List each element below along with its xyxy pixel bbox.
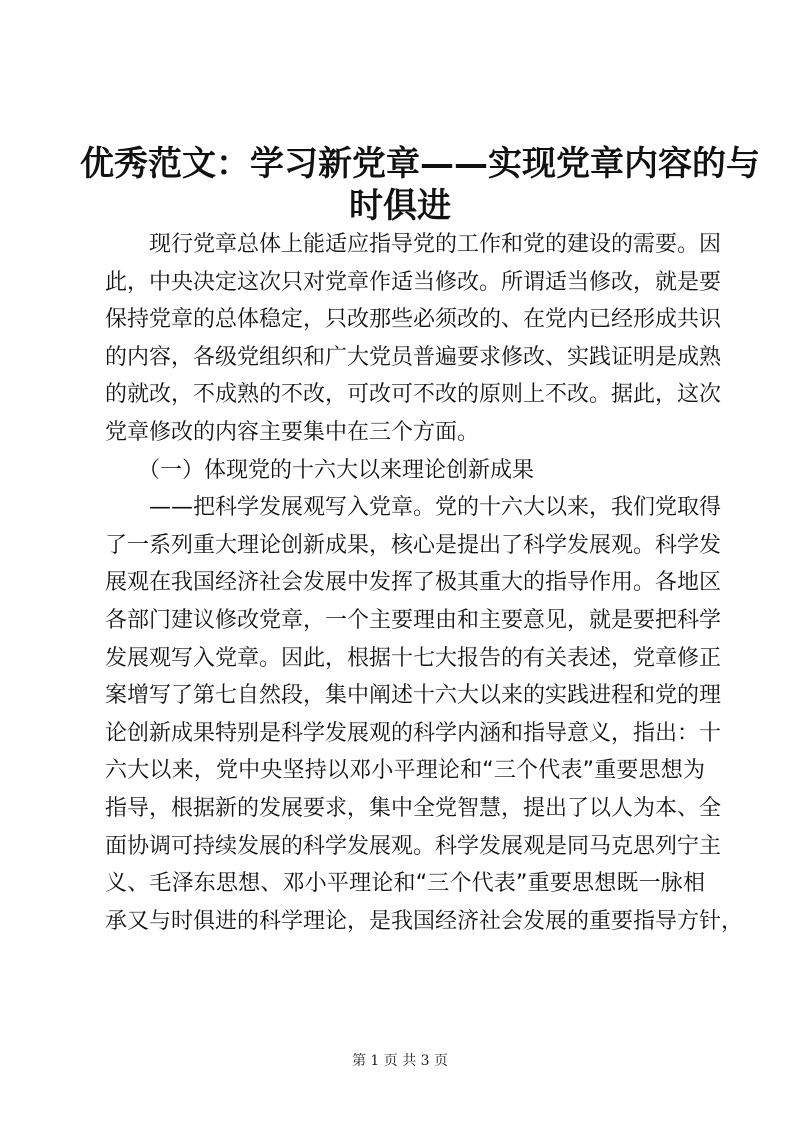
paragraph-2-line: 面协调可持续发展的科学发展观。科学发展观是同马克思列宁主 — [105, 833, 722, 859]
paragraph-1-line: 现行党章总体上能适应指导党的工作和党的建设的需要。因 — [105, 232, 722, 257]
document-title-line-2: 时俱进 — [349, 186, 451, 226]
paragraph-2-line: 案增写了第七自然段，集中阐述十六大以来的实践进程和党的理 — [105, 683, 722, 709]
paragraph-2-line: 各部门建议修改党章，一个主要理由和主要意见，就是要把科学 — [105, 607, 722, 633]
page-footer: 第 1 页 共 3 页 — [351, 1053, 449, 1069]
paragraph-2-line: 承又与时俱进的科学理论，是我国经济社会发展的重要指导方针， — [105, 908, 744, 934]
paragraph-2-line: 论创新成果特别是科学发展观的科学内涵和指导意义，指出：十 — [105, 720, 722, 746]
paragraph-2-line: 义、毛泽东思想、邓小平理论和“三个代表”重要思想既一脉相 — [105, 871, 705, 897]
section-heading: （一）体现党的十六大以来理论创新成果 — [105, 457, 535, 483]
paragraph-1-line: 党章修改的内容主要集中在三个方面。 — [105, 419, 480, 445]
paragraph-1-line: 的就改，不成熟的不改，可改可不改的原则上不改。据此，这次 — [105, 382, 722, 408]
document-body — [105, 226, 744, 940]
paragraph-2-line: 六大以来，党中央坚持以邓小平理论和“三个代表”重要思想为 — [105, 758, 706, 784]
paragraph-2-line: 指导，根据新的发展要求，集中全党智慧，提出了以人为本、全 — [105, 795, 722, 821]
paragraph-2-line: 展观在我国经济社会发展中发挥了极其重大的指导作用。各地区 — [105, 570, 722, 596]
paragraph-2-line: 发展观写入党章。因此，根据十七大报告的有关表述，党章修正 — [105, 645, 722, 671]
paragraph-2-line: 了一系列重大理论创新成果，核心是提出了科学发展观。科学发 — [105, 532, 722, 558]
document-title-line-1: 优秀范文：学习新党章——实现党章内容的与 — [80, 144, 760, 184]
paragraph-2-line: ——把科学发展观写入党章。党的十六大以来，我们党取得 — [105, 495, 722, 521]
paragraph-1-line: 保持党章的总体稳定，只改那些必须改的、在党内已经形成共识 — [105, 307, 722, 333]
paragraph-1-line: 的内容，各级党组织和广大党员普遍要求修改、实践证明是成熟 — [105, 344, 722, 370]
paragraph-1-line: 此，中央决定这次只对党章作适当修改。所谓适当修改，就是要 — [105, 269, 722, 295]
